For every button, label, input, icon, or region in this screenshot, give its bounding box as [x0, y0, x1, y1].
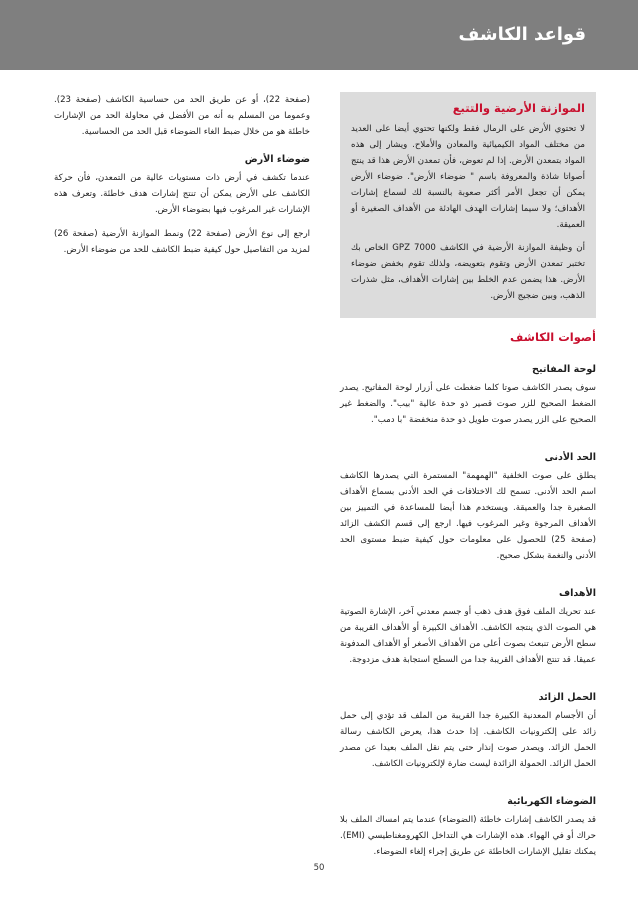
sound-item-targets [340, 588, 596, 668]
info-box-title: الموازنة الأرضية والتتبع [452, 101, 585, 115]
sound-item-heading: لوحة المفاتيح [532, 364, 596, 375]
sound-item-text: عند تحريك الملف فوق هدف ذهب أو جسم معدني آخر، الإشارة الصوتية هي الصوت الذي ينتجه الكاشف. الأهداف الكبيرة أو الأهداف القريبة من سطح الأرض تنبعث بصوت أعلى من الأهداف الأصغر أو الأهداف المدفونة عميقا. قد تنتج الأهداف القريبة جدا من السطح استجابة هدف مزدوجة. [340, 607, 596, 665]
sound-item-text: سوف يصدر الكاشف صوتا كلما ضغطت على أزرار لوحة المفاتيح. يصدر الضغط الصحيح للزر صوت قصير ذو حدة عالية "بيب". والضغط غير الصحيح على الزر يصدر صوت طويل ذو حدة منخفضة "با دمب". [340, 383, 596, 425]
sound-item-heading: الضوضاء الكهربائية [507, 796, 596, 807]
left-intro-paragraph: (صفحة 22)، أو عن طريق الحد من حساسية الكاشف (صفحة 23). وعموما من المسلم به أنه من الأفضل في محاولة الحد من الإشارات خاطئة هو من خلال ضبط الغاء الضوضاء قبل الحد من الحساسية. [54, 95, 311, 137]
sound-item-overload [340, 692, 596, 772]
sound-item-text: يطلق على صوت الخلفية "الهمهمة" المستمرة التي يصدرها الكاشف اسم الحد الأدنى. تسمح لك الاختلافات في الحد الأدنى بسماع الأهداف الصغيرة جدا والعميقة. ويستخدم هذا أيضا للمساعدة في التمييز بين الأهداف المرجوة وغير المرغوب فيها. ارجع إلى قسم الكشف الزائد (صفحة 25) للحصول على معلومات حول كيفية ضبط مستوى الحد الأدنى والنغمة بشكل صحيح. [340, 471, 596, 561]
ground-balance-info-box [340, 92, 596, 318]
header-title: قواعد الكاشف [458, 24, 586, 45]
sound-item-keypad [340, 364, 596, 428]
info-box-paragraph: لا تحتوي الأرض على الرمال فقط ولكنها تحتوي أيضا على العديد من مختلف المواد الكيميائية والمعادن والأملاح. ويشار إلى هذه المواد بتمعدن الأرض. إذا لم تعوض، فأن تمعدن الأرض هذا قد ينتج أصواتا شاذة والمعروفة باسم " ضوضاء الأرض". ضوضاء الأرض يمكن أن تجعل الأمر أكثر صعوبة بالنسبة لك لسماع إشارات الأهداف؛ ولا سيما إشارات الهدف الهادئة من الأهداف الصغيرة أو العميقة. [351, 124, 585, 230]
left-column [54, 92, 310, 266]
page-header [0, 0, 638, 70]
ground-noise-heading: ضوضاء الأرض [244, 154, 310, 165]
sound-item-electrical-noise [340, 796, 596, 860]
sound-item-heading: الحد الأدنى [544, 452, 596, 463]
right-column [340, 92, 596, 884]
reference-paragraph: ارجع إلى نوع الأرض (صفحة 22) ونمط الموازنة الأرضية (صفحة 26) لمزيد من التفاصيل حول كيفية ضبط الكاشف للحد من ضوضاء الأرض. [54, 229, 310, 255]
sound-item-heading: الأهداف [558, 588, 596, 599]
info-box-paragraph: أن وظيفة الموازنة الأرضية في الكاشف GPZ 7000 الخاص بك تختبر تمعدن الأرض وتقوم بتعويضه، ولذلك تقوم بخفض ضوضاء الأرض. هذا يضمن عدم الخلط بين إشارات الأهداف، مثل شذرات الذهب، وبين ضجيج الأرض. [351, 243, 585, 301]
sound-item-threshold [340, 452, 596, 564]
page-number: 50 [313, 863, 325, 873]
sounds-section-title: أصوات الكاشف [509, 330, 596, 344]
sound-item-heading: الحمل الزائد [538, 692, 596, 703]
sound-item-text: قد يصدر الكاشف إشارات خاطئة (الضوضاء) عندما يتم امساك الملف بلا حراك أو في الهواء. هذه الإشارات هي التداخل الكهرومغناطيسي (EMI). يمكنك تقليل الإشارات الخاطئة عن طريق إجراء إلغاء الضوضاء. [340, 815, 596, 857]
ground-noise-paragraph: عندما تكشف في أرض ذات مستويات عالية من التمعدن، فأن حركة الكاشف على الأرض يمكن أن تنتج إشارات هدف خاطئة. وتعرف هذه الإشارات غير المرغوب فيها بضوضاء الأرض. [54, 173, 310, 215]
sound-item-text: أن الأجسام المعدنية الكبيرة جدا القريبة من الملف قد تؤدي إلى حمل زائد على إلكترونيات الكاشف. إذا حدث هذا، يعرض الكاشف رسالة الحمل الزائد. ويصدر صوت إنذار حتى يتم نقل الملف بعيدا عن مصدر الحمل الزائد. الحمولة الزائدة ليست ضارة لإلكترونيات الكاشف. [340, 711, 596, 769]
